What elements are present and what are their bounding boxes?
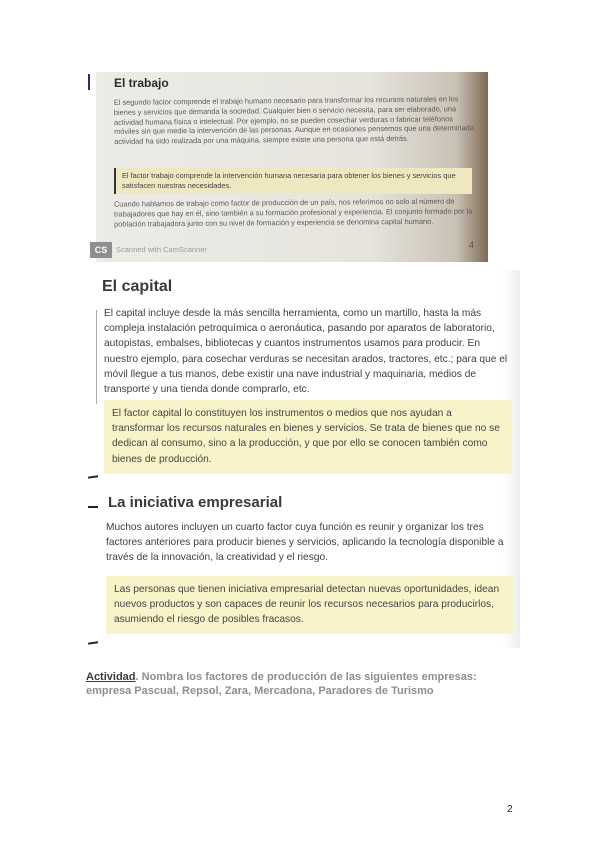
activity-label: Actividad bbox=[86, 671, 136, 683]
page-number: 2 bbox=[507, 804, 513, 815]
section-title-capital: El capital bbox=[102, 278, 173, 295]
highlight-text-trabajo: El factor trabajo comprende la intervención humana necesaria para obtener los bienes y servicios que satisfacen nuestras necesidades. bbox=[122, 171, 456, 190]
scan-clip-trabajo bbox=[96, 72, 488, 262]
scan-clip-capital-iniciativa bbox=[92, 270, 520, 648]
section-title-trabajo: El trabajo bbox=[114, 76, 169, 90]
section-title-iniciativa: La iniciativa empresarial bbox=[108, 494, 283, 511]
highlight-box-trabajo bbox=[114, 168, 472, 194]
scanner-watermark bbox=[90, 240, 207, 260]
paragraph-trabajo-1: El segundo factor comprende el trabajo humano necesario para transformar los recursos naturales en los bienes y servicios que demanda la sociedad. Cualquier bien o servicio necesita, para ser elaborado, una actividad humana física o intelectual. Por ejemplo, no se pueden cosechar verduras o fabricar teléfonos móviles sin que medie la intervención de las personas. Aunque en ocasiones pensemos que una determinada actividad ha sido realizada por una máquina, siempre existe una persona que está detrás. bbox=[113, 94, 475, 147]
margin-line bbox=[96, 310, 97, 404]
scanner-watermark-text: Scanned with CamScanner bbox=[116, 245, 207, 254]
clip-page-mark: 4 bbox=[468, 240, 474, 250]
paragraph-trabajo-2: Cuando hablamos de trabajo como factor de producción de un país, nos referimos no solo al número de trabajadores que hay en él, sino también a su formación profesional y experiencia. El conjunto formado por la población trabajadora junto con su nivel de formación y experiencia se denomina capital humano. bbox=[113, 196, 473, 229]
paragraph-iniciativa: Muchos autores incluyen un cuarto factor cuya función es reunir y organizar los tres factores anteriores para producir bienes y servicios, aplicando la tecnología disponible a través de la innovación, la creatividad y el riesgo. bbox=[106, 522, 504, 564]
highlight-box-iniciativa bbox=[106, 576, 514, 634]
highlight-text-iniciativa: Las personas que tienen iniciativa empresarial detectan nuevas oportunidades, idean nuevos productos y son capaces de reunir los recursos necesarios para producirlos, asumiendo el riesgo de posibles fracasos. bbox=[114, 584, 500, 626]
activity-text: . Nombra los factores de producción de las siguientes empresas: empresa Pascual, Repsol, Zara, Mercadona, Paradores de Turismo bbox=[86, 671, 477, 697]
highlight-text-capital: El factor capital lo constituyen los instrumentos o medios que nos ayudan a transformar los recursos naturales en bienes y servicios. Se trata de bienes que no se dedican al consumo, sino a la producción, y que por ello se conocen también como bienes de producción. bbox=[112, 408, 500, 465]
activity-instruction bbox=[86, 670, 506, 698]
margin-tick bbox=[88, 641, 98, 644]
camscanner-logo-icon: CS bbox=[90, 242, 112, 258]
margin-tick bbox=[88, 506, 98, 508]
highlight-box-capital bbox=[104, 400, 512, 474]
paragraph-capital: El capital incluye desde la más sencilla herramienta, como un martillo, hasta la más compleja instalación petroquímica o aeronáutica, pasando por aparatos de laboratorio, autopistas, embalses, bibliotecas y cuantos instrumentos usamos para producir. En nuestro ejemplo, para cosechar verduras se necesitan arados, tractores, etc.; para que el móvil llegue a tus manos, debe existir una nave industrial y maquinaria, medios de transporte y una tienda donde comprarlo, etc. bbox=[104, 308, 508, 396]
margin-mark bbox=[88, 74, 90, 90]
margin-tick bbox=[88, 475, 98, 478]
